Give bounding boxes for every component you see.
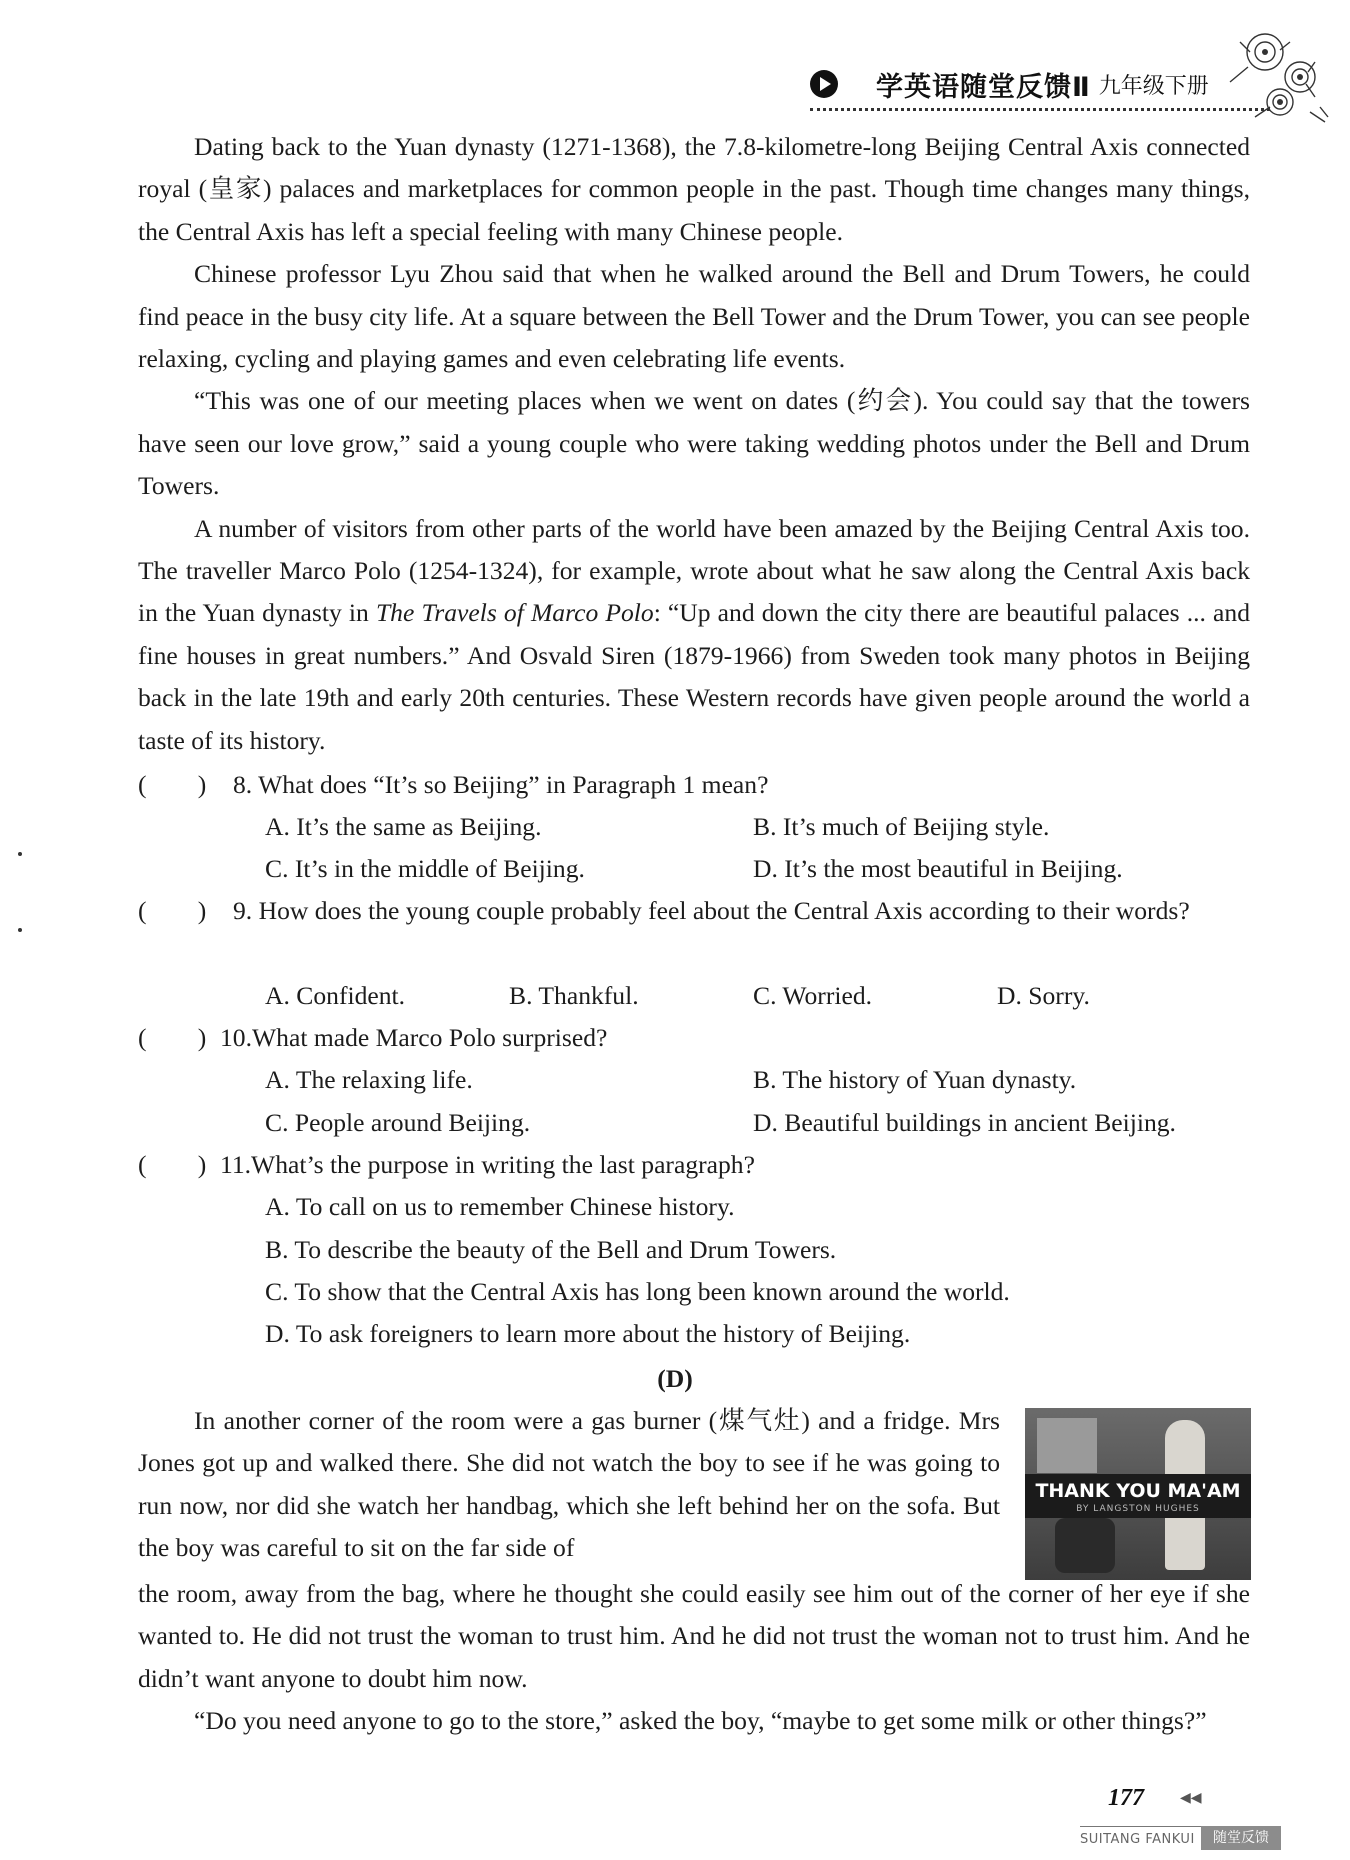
option-d: D. To ask foreigners to learn more about the history of Beijing.: [265, 1319, 911, 1348]
passage-d-bottom: [138, 1573, 1250, 1743]
book-title-italic: The Travels of Marco Polo: [375, 598, 654, 628]
page-header: [810, 62, 1209, 106]
arrows-icon: ◀◀: [1180, 1790, 1202, 1806]
play-icon: [810, 70, 838, 98]
option-d: D. Sorry.: [997, 981, 1090, 1010]
option-b: B. Thankful.: [509, 981, 639, 1010]
paragraph-3: “This was one of our meeting places when we went on dates (约会). You could say that the towers have seen our love grow,” said a young couple who were taking wedding photos under the Bell and Drum Towers.: [138, 386, 1250, 501]
question-text: How does the young couple probably feel about the Central Axis according to their words?: [258, 896, 1190, 925]
option-b: B. It’s much of Beijing style.: [753, 812, 1050, 841]
option-a: A. To call on us to remember Chinese history.: [265, 1192, 735, 1221]
page-number: 177: [1108, 1785, 1144, 1811]
question-stem: [220, 1017, 1270, 1059]
option-c: C. People around Beijing.: [265, 1108, 531, 1137]
question-number: 8.: [233, 770, 253, 799]
option-a: A. It’s the same as Beijing.: [265, 812, 542, 841]
question-stem: [233, 764, 1283, 806]
question-stem: [220, 1144, 1270, 1186]
footer-brand-en: SUITANG FANKUI: [1080, 1832, 1195, 1847]
question-number: 10.: [220, 1023, 252, 1052]
question-number: 9.: [233, 896, 253, 925]
paragraph-d1-bottom: the room, away from the bag, where he thought she could easily see him out of the corner of her eye if she wanted to. He did not trust the woman to trust him. And he did not trust the woman not to trust him. And he didn’t want anyone to doubt him now.: [138, 1579, 1250, 1693]
book-grade: 九年级下册: [1098, 73, 1209, 99]
passage-d-top: [138, 1400, 1000, 1570]
answer-blank[interactable]: ( ): [138, 896, 207, 925]
question-text: What does “It’s so Beijing” in Paragraph 1 mean?: [258, 770, 769, 799]
paragraph-d1-top: In another corner of the room were a gas burner (煤气灶) and a fridge. Mrs Jones got up and walked there. She did not watch the boy to see if he was going to run now, nor did she watch her handbag, which she left behind her on the sofa. But the boy was careful to sit on the far side of: [138, 1406, 1000, 1563]
option-d: D. It’s the most beautiful in Beijing.: [753, 854, 1123, 883]
option-d: D. Beautiful buildings in ancient Beijing.: [753, 1108, 1176, 1137]
answer-blank[interactable]: ( ): [138, 770, 207, 799]
flower-decoration-icon: [1220, 22, 1330, 132]
book-title: 学英语随堂反馈Ⅱ: [876, 71, 1091, 103]
question-stem: [233, 890, 1250, 932]
option-b: B. The history of Yuan dynasty.: [753, 1065, 1077, 1094]
option-c: C. It’s in the middle of Beijing.: [265, 854, 585, 883]
option-c: C. Worried.: [753, 981, 873, 1010]
cover-title: THANK YOU MA'AM: [1035, 1480, 1241, 1502]
footer-brand-zh: 随堂反馈: [1201, 1826, 1281, 1850]
section-label-d: (D): [657, 1364, 693, 1393]
margin-mark: [18, 852, 22, 856]
paragraph-4-text: A number of visitors from other parts of the world have been amazed by the Beijing Central Axis too. The traveller Marco Polo (1254-1324), for example, wrote about what he saw along the Central Axis back in the Yuan dynasty in: [138, 513, 1250, 628]
option-b: B. To describe the beauty of the Bell and Drum Towers.: [265, 1235, 837, 1264]
cover-window: [1037, 1418, 1097, 1473]
passage-c: [138, 126, 1250, 762]
option-c: C. To show that the Central Axis has long been known around the world.: [265, 1277, 1010, 1306]
question-text: What’s the purpose in writing the last paragraph?: [251, 1150, 755, 1179]
cover-byline: BY LANGSTON HUGHES: [1076, 1504, 1200, 1514]
answer-blank[interactable]: ( ): [138, 1023, 207, 1052]
paragraph-2: Chinese professor Lyu Zhou said that when he walked around the Bell and Drum Towers, he could find peace in the busy city life. At a square between the Bell Tower and the Drum Tower, you can see people relaxing, cycling and playing games and even celebrating life events.: [138, 259, 1250, 374]
margin-mark: [18, 928, 22, 932]
book-cover-image: [1025, 1408, 1251, 1580]
question-number: 11.: [220, 1150, 252, 1179]
option-a: A. The relaxing life.: [265, 1065, 473, 1094]
question-text: What made Marco Polo surprised?: [252, 1023, 608, 1052]
answer-blank[interactable]: ( ): [138, 1150, 207, 1179]
header-divider: [810, 108, 1270, 111]
option-a: A. Confident.: [265, 981, 406, 1010]
paragraph-4: [138, 508, 1250, 762]
paragraph-1: Dating back to the Yuan dynasty (1271-1368), the 7.8-kilometre-long Beijing Central Axis connected royal (皇家) palaces and marketplaces for common people in the past. Though time changes many things, the Central Axis has left a special feeling with many Chinese people.: [138, 132, 1250, 246]
cover-boy-figure: [1055, 1518, 1115, 1573]
paragraph-4-text-end: : “Up and down the city there are beautiful palaces ... and fine houses in great numbers.” And Osvald Siren (1879-1966) from Sweden took many photos in Beijing back in the late 19th and early 20th centuries. These Western records have given people around the world a taste of its history.: [138, 598, 1251, 755]
paragraph-d2: “Do you need anyone to go to the store,” asked the boy, “maybe to get some milk or other things?”: [194, 1706, 1207, 1736]
